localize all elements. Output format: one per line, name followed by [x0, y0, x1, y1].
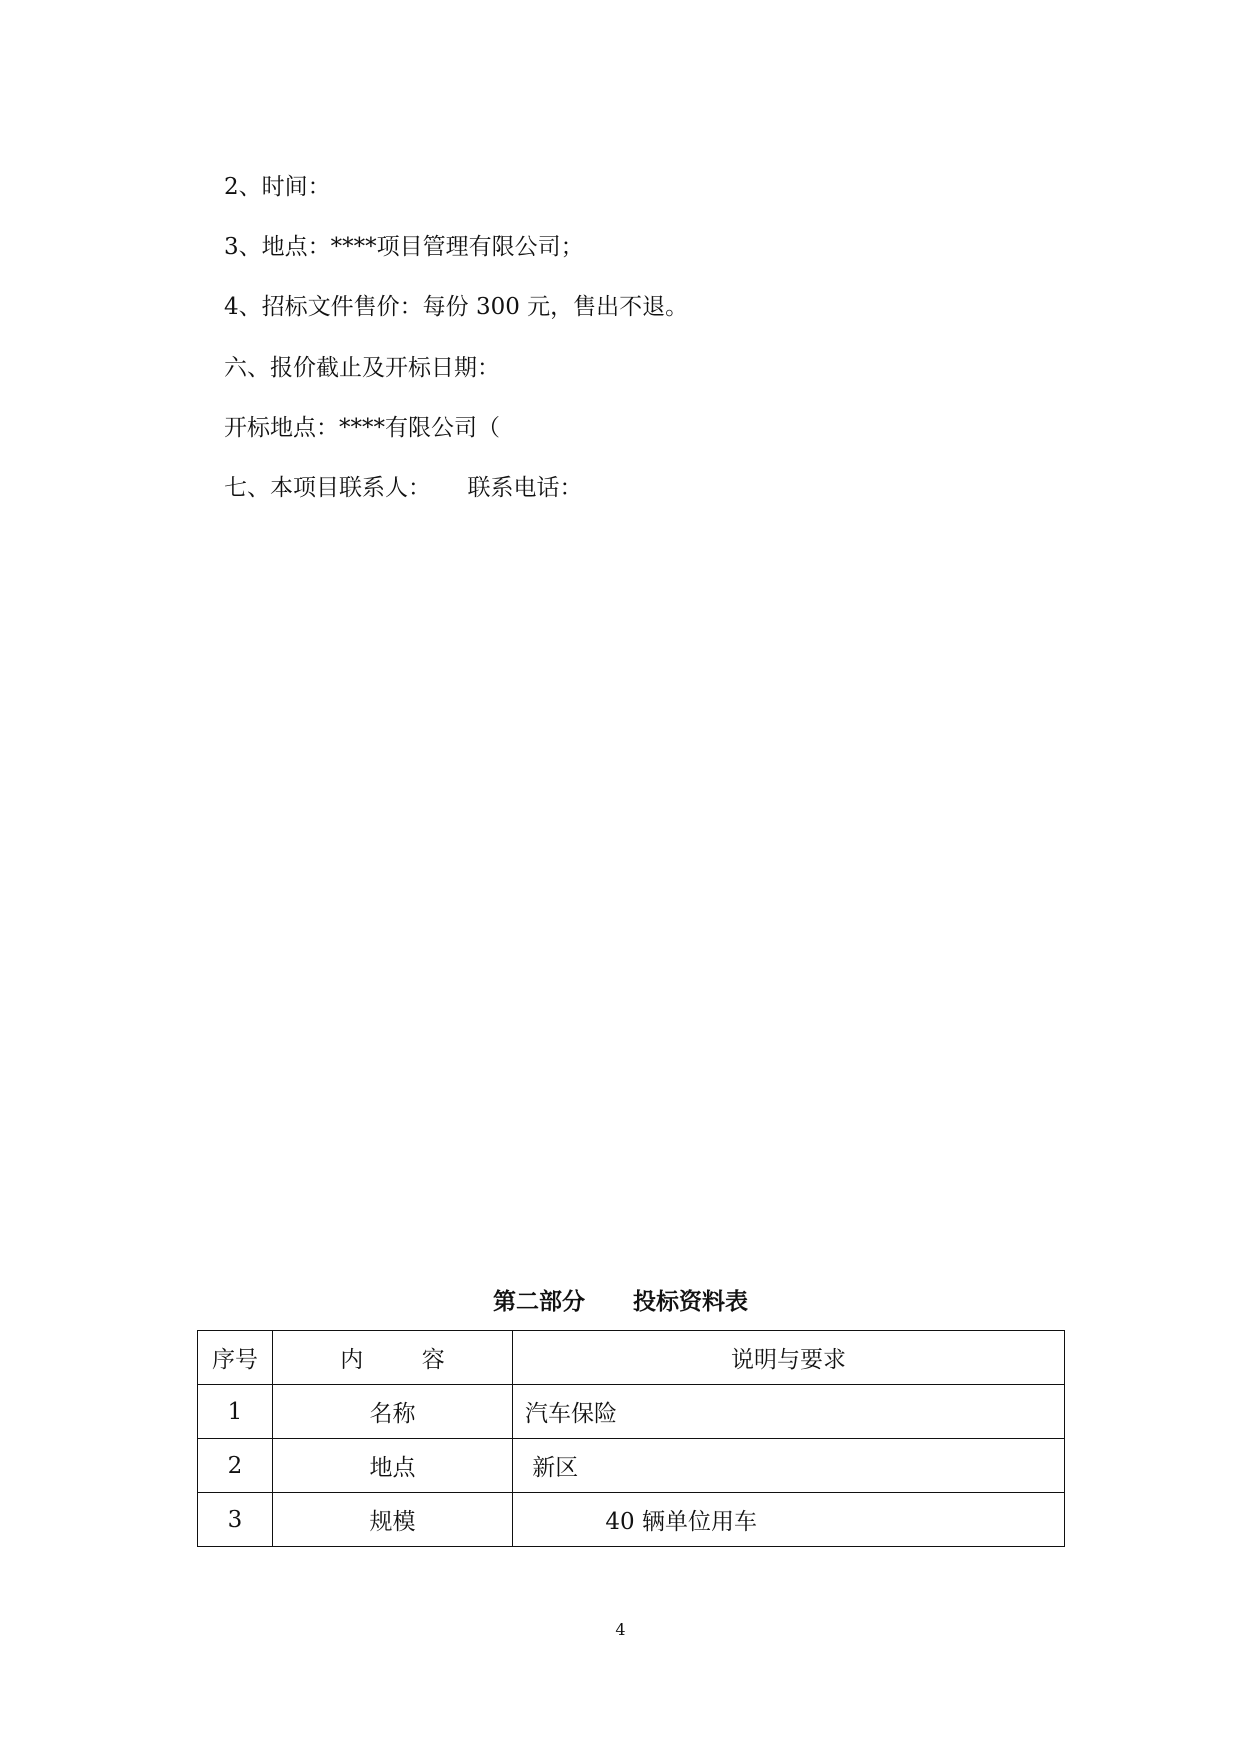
header-description: 说明与要求 [513, 1331, 1065, 1385]
opening-location-line: 开标地点：****有限公司（ [224, 415, 500, 441]
header-no: 序号 [198, 1331, 273, 1385]
row-item: 名称 [273, 1385, 513, 1439]
table-row [198, 1385, 1065, 1439]
table-row [198, 1493, 1065, 1547]
row-item: 规模 [273, 1493, 513, 1547]
row-description: 新区 [513, 1439, 1065, 1493]
contact-heading: 七、本项目联系人： 联系电话： [224, 475, 583, 501]
row-no: 2 [198, 1439, 273, 1493]
deadline-heading: 六、报价截止及开标日期： [224, 355, 500, 381]
section-title: 第二部分 投标资料表 [492, 1289, 749, 1315]
bid-info-table [197, 1330, 1065, 1547]
row-description: 汽车保险 [513, 1385, 1065, 1439]
time-line: 2、时间： [224, 174, 331, 200]
page-number: 4 [615, 1620, 626, 1639]
table-row [198, 1439, 1065, 1493]
header-content: 内 容 [273, 1331, 513, 1385]
row-description: 40 辆单位用车 [513, 1493, 1065, 1547]
price-line: 4、招标文件售价：每份 300 元，售出不退。 [224, 294, 689, 320]
table-header-row [198, 1331, 1065, 1385]
location-line: 3、地点：****项目管理有限公司； [224, 234, 584, 260]
row-item: 地点 [273, 1439, 513, 1493]
row-no: 1 [198, 1385, 273, 1439]
row-no: 3 [198, 1493, 273, 1547]
